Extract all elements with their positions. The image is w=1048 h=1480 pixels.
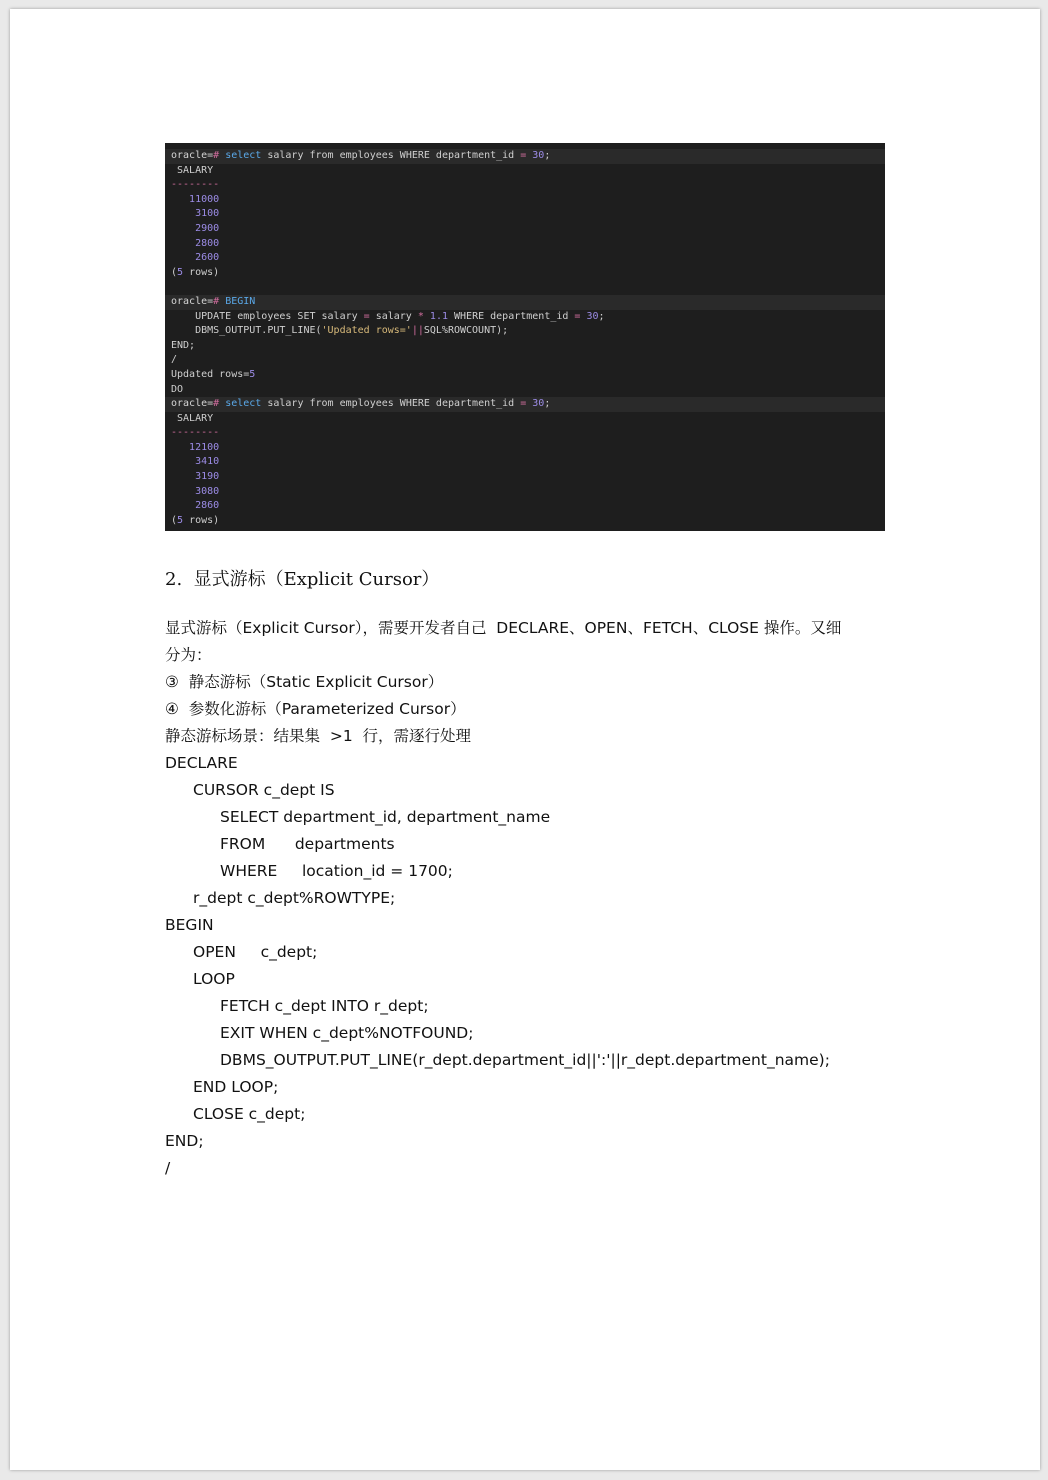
terminal-token: / (171, 354, 178, 366)
terminal-token: = (520, 398, 527, 410)
body-line: ③ 静态游标（Static Explicit Cursor） (165, 673, 444, 691)
terminal-token: 3190 (171, 471, 220, 483)
body-line: WHERE location_id = 1700; (220, 862, 453, 880)
terminal-token: || (411, 325, 424, 337)
terminal-token: 2600 (171, 252, 220, 264)
body-line: LOOP (193, 970, 235, 988)
terminal-token: oracle= (171, 150, 214, 161)
terminal-token: # (213, 150, 226, 161)
terminal-line (165, 164, 885, 179)
body-line: CURSOR c_dept IS (193, 781, 335, 799)
terminal-token: select (225, 150, 262, 161)
terminal-token: DO (171, 383, 184, 395)
terminal-token: DBMS_OUTPUT.PUT_LINE( (171, 325, 322, 337)
terminal-line (165, 207, 885, 222)
terminal-line (165, 368, 885, 383)
terminal-token: 5 (249, 368, 256, 380)
terminal-line (165, 310, 885, 325)
terminal-line (165, 193, 885, 208)
terminal-token: rows) (183, 266, 220, 278)
terminal-token: ( (171, 266, 178, 278)
terminal-token: 'Updated rows=' (321, 325, 412, 337)
terminal-line (165, 353, 885, 368)
terminal-token: Updated rows= (171, 368, 250, 380)
terminal-line (165, 383, 885, 398)
terminal-line (165, 426, 885, 441)
terminal-token: 11000 (171, 193, 220, 205)
body-line: FROM departments (220, 835, 395, 853)
terminal-line (165, 324, 885, 339)
terminal-token: = (574, 310, 581, 322)
terminal-line (165, 499, 885, 514)
terminal-token: 30 (586, 310, 599, 322)
terminal-token: SALARY (171, 412, 214, 424)
body-line: ④ 参数化游标（Parameterized Cursor） (165, 700, 466, 718)
terminal-token: 12100 (171, 441, 220, 453)
terminal-line (165, 149, 885, 164)
terminal-token: 2900 (171, 222, 220, 234)
terminal-token: = (363, 310, 370, 322)
terminal-token: 30 (532, 398, 545, 410)
terminal-token: = (520, 150, 527, 161)
terminal-token: UPDATE employees SET salary (171, 310, 364, 322)
body-line: / (165, 1159, 171, 1177)
terminal-token: * (417, 310, 424, 322)
terminal-token: BEGIN (225, 295, 256, 307)
terminal-line (165, 339, 885, 354)
terminal-token: # (213, 398, 226, 410)
terminal-token: select (225, 398, 262, 410)
body-line: SELECT department_id, department_name (220, 808, 551, 826)
terminal-token: # (213, 295, 226, 307)
terminal-token: WHERE department_id (447, 310, 575, 322)
terminal-line (165, 222, 885, 237)
terminal-line (165, 441, 885, 456)
section-heading: 2. 显式游标（Explicit Cursor） (165, 569, 440, 590)
terminal-line (165, 295, 885, 310)
terminal-line (165, 412, 885, 427)
terminal-token: salary (369, 310, 418, 322)
terminal-token: 2800 (171, 237, 220, 249)
body-line: DBMS_OUTPUT.PUT_LINE(r_dept.department_id||':'||r_dept.department_name); (220, 1051, 830, 1069)
terminal-token: 1.1 (429, 310, 448, 322)
terminal-token: salary from employees WHERE department_id (261, 150, 521, 161)
terminal-token: 5 (177, 514, 184, 526)
body-line: FETCH c_dept INTO r_dept; (220, 997, 429, 1015)
body-line: END; (165, 1132, 204, 1150)
terminal-token: 3100 (171, 208, 220, 220)
terminal-token: 5 (177, 266, 184, 278)
section-body (165, 615, 895, 1182)
terminal-token: ; (544, 150, 551, 161)
terminal-token: -------- (171, 427, 220, 439)
body-line: BEGIN (165, 916, 214, 934)
terminal-token: ; (598, 310, 605, 322)
terminal-token: -------- (171, 179, 220, 191)
document-page (10, 9, 1040, 1470)
terminal-line (165, 266, 885, 281)
terminal-line (165, 178, 885, 193)
terminal-token: 3410 (171, 456, 220, 468)
terminal-token: END; (171, 339, 196, 351)
body-line: 显式游标（Explicit Cursor），需要开发者自己 DECLARE、OPEN、FETCH、CLOSE 操作。又细 (165, 619, 842, 637)
body-line: END LOOP; (193, 1078, 279, 1096)
terminal-token: SALARY (171, 164, 214, 176)
terminal-token: 3080 (171, 485, 220, 497)
body-line: r_dept c_dept%ROWTYPE; (193, 889, 396, 907)
terminal-token: 2860 (171, 500, 220, 512)
body-line: CLOSE c_dept; (193, 1105, 306, 1123)
terminal-token: ( (171, 514, 178, 526)
body-line: OPEN c_dept; (193, 943, 318, 961)
terminal-token: oracle= (171, 295, 214, 307)
terminal-line (165, 280, 885, 295)
terminal-line (165, 237, 885, 252)
terminal-token: 30 (532, 150, 545, 161)
terminal-line (165, 455, 885, 470)
terminal-token: ; (544, 398, 551, 410)
terminal-line (165, 470, 885, 485)
body-line: DECLARE (165, 754, 238, 772)
terminal-line (165, 514, 885, 529)
body-line: 静态游标场景：结果集 >1 行，需逐行处理 (165, 727, 472, 745)
body-line: 分为： (165, 646, 212, 664)
terminal-line (165, 485, 885, 500)
terminal-line (165, 397, 885, 412)
terminal-token: SQL%ROWCOUNT); (423, 325, 509, 337)
terminal-screenshot (165, 143, 885, 531)
terminal-token: oracle= (171, 398, 214, 410)
terminal-token: salary from employees WHERE department_id (261, 398, 521, 410)
body-line: EXIT WHEN c_dept%NOTFOUND; (220, 1024, 474, 1042)
terminal-line (165, 251, 885, 266)
terminal-token: rows) (183, 514, 220, 526)
